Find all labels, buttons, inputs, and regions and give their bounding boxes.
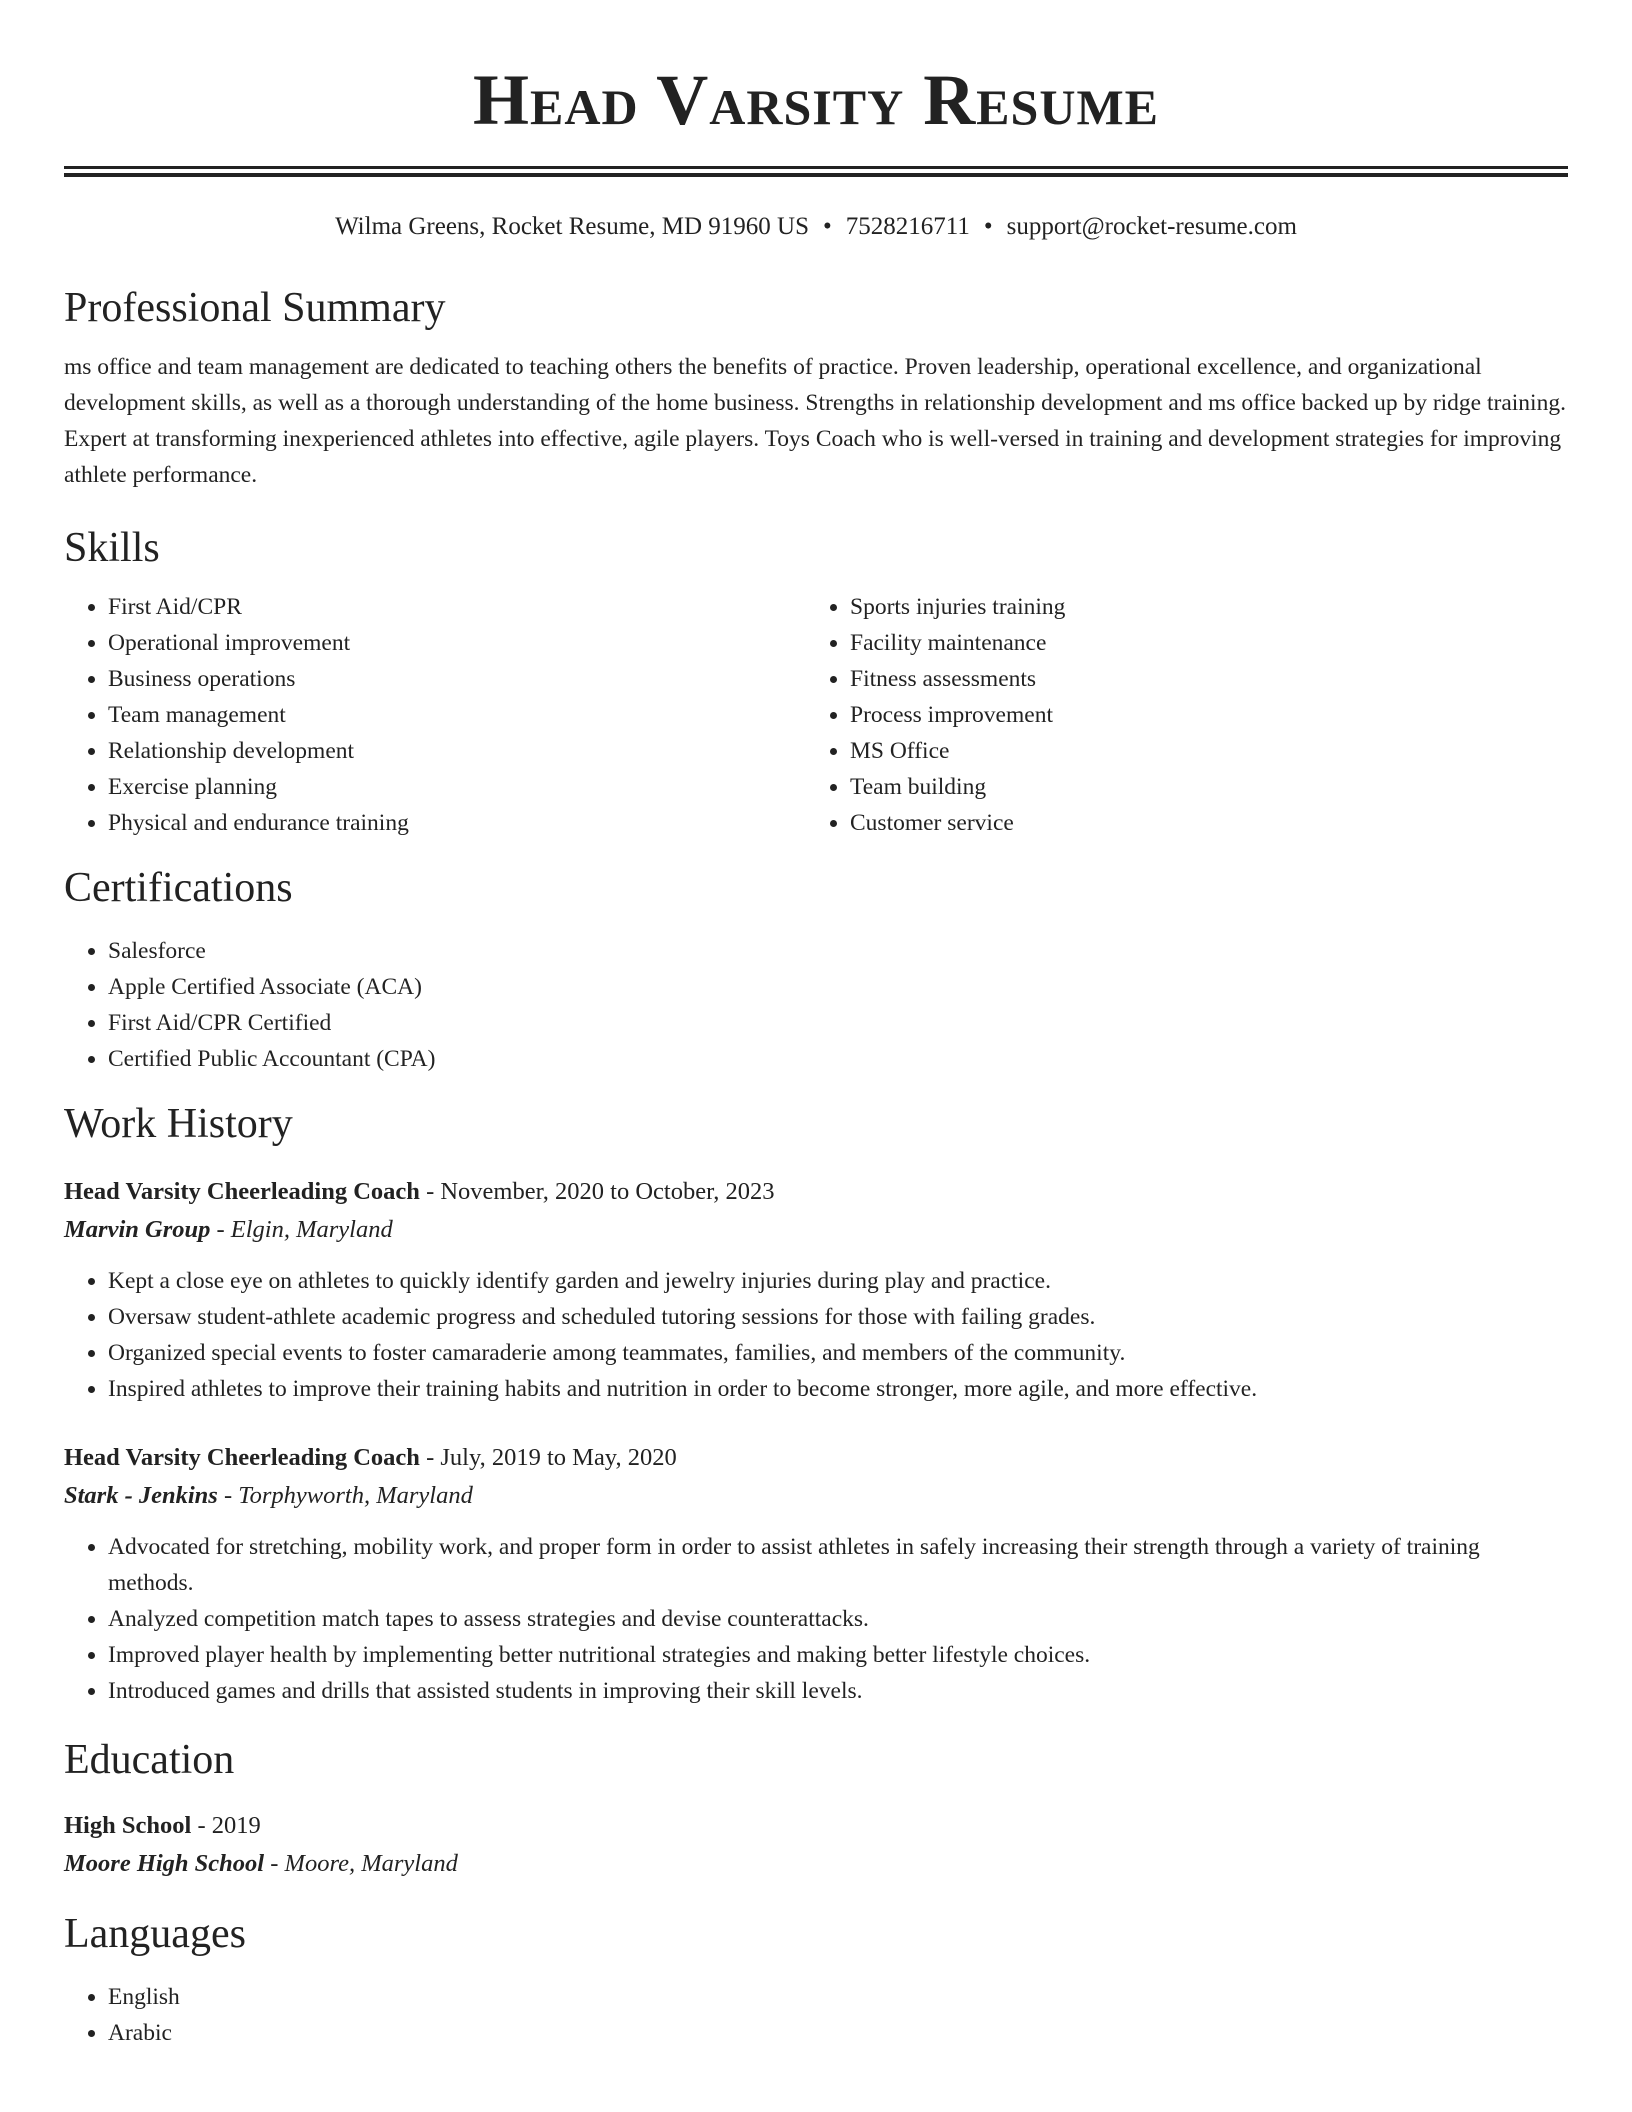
certifications-heading: Certifications [64, 865, 293, 911]
contact-phone: 7528216711 [845, 213, 970, 240]
skill-item: • Physical and endurance training [108, 805, 806, 841]
job-location: - Elgin, Maryland [210, 1216, 393, 1243]
skill-item: • Team management [108, 697, 806, 733]
education-entry [64, 1807, 1568, 1883]
contact-address: Wilma Greens, Rocket Resume, MD 91960 US [335, 213, 810, 240]
job-company: Marvin Group [64, 1216, 211, 1243]
job-bullet: • Advocated for stretching, mobility work, and proper form in order to assist athletes in safely increasing their strength through a variety of training methods. [108, 1529, 1568, 1601]
skill-item: • MS Office [850, 733, 1548, 769]
skills-right-column [806, 589, 1548, 841]
job-title-line [64, 1173, 1568, 1211]
job-company: Stark - Jenkins [64, 1482, 218, 1509]
contact-separator: • [823, 213, 832, 240]
education-degree: High School [64, 1812, 192, 1839]
certification-item: • Apple Certified Associate (ACA) [108, 969, 1568, 1005]
job-location: - Torphyworth, Maryland [217, 1482, 473, 1509]
job-company-line [64, 1211, 1568, 1249]
languages-heading: Languages [64, 1911, 246, 1957]
education-school: Moore High School [64, 1850, 265, 1877]
job-bullet: • Analyzed competition match tapes to assess strategies and devise counterattacks. [108, 1601, 1568, 1637]
skill-item: • First Aid/CPR [108, 589, 806, 625]
summary-heading: Professional Summary [64, 285, 446, 331]
skill-item: • Process improvement [850, 697, 1548, 733]
education-degree-line [64, 1807, 1568, 1845]
certification-item: • First Aid/CPR Certified [108, 1005, 1568, 1041]
skill-item: • Sports injuries training [850, 589, 1548, 625]
education-heading: Education [64, 1737, 235, 1783]
job-dates: - July, 2019 to May, 2020 [419, 1444, 677, 1471]
skill-item: • Team building [850, 769, 1548, 805]
job-bullet: • Organized special events to foster camaraderie among teammates, families, and members of the community. [108, 1335, 1568, 1371]
job-bullets [64, 1263, 1568, 1407]
job-bullet: • Introduced games and drills that assisted students in improving their skill levels. [108, 1673, 1568, 1709]
work-history-heading: Work History [64, 1101, 293, 1147]
education-school-line [64, 1845, 1568, 1883]
skill-item: • Operational improvement [108, 625, 806, 661]
job-entry [64, 1439, 1568, 1709]
job-company-line [64, 1477, 1568, 1515]
language-item: • English [108, 1979, 1568, 2015]
title-double-rule [64, 166, 1568, 177]
language-item: • Arabic [108, 2015, 1568, 2051]
summary-text: ms office and team management are dedicated to teaching others the benefits of practice. Proven leadership, operational excellence, and organizational development skills, as well as a thorough understanding of the home business. Strengths in relationship development and ms office backed up by ridge training. Expert at transforming inexperienced athletes into effective, agile players. Toys Coach who is well-versed in training and development strategies for improving athlete performance. [64, 354, 1566, 488]
education-location: - Moore, Maryland [264, 1850, 458, 1877]
job-bullet: • Kept a close eye on athletes to quickly identify garden and jewelry injuries during play and practice. [108, 1263, 1568, 1299]
skills-left-column [64, 589, 806, 841]
certifications-list [64, 933, 1568, 1077]
job-entry [64, 1173, 1568, 1407]
resume-title: Head Varsity Resume [472, 60, 1159, 140]
contact-separator: • [983, 213, 993, 240]
skills-heading: Skills [64, 525, 160, 571]
skill-item: • Business operations [108, 661, 806, 697]
skills-columns [64, 589, 1568, 841]
skill-item: • Fitness assessments [850, 661, 1548, 697]
job-title: Head Varsity Cheerleading Coach [64, 1178, 420, 1205]
job-title-line [64, 1439, 1568, 1477]
contact-line [64, 211, 1568, 243]
job-title: Head Varsity Cheerleading Coach [64, 1444, 420, 1471]
certification-item: • Salesforce [108, 933, 1568, 969]
skill-item: • Customer service [850, 805, 1548, 841]
job-bullet: • Inspired athletes to improve their training habits and nutrition in order to become stronger, more agile, and more effective. [108, 1371, 1568, 1407]
education-year: - 2019 [191, 1812, 261, 1839]
languages-list [64, 1979, 1568, 2051]
skill-item: • Relationship development [108, 733, 806, 769]
skill-item: • Facility maintenance [850, 625, 1548, 661]
job-bullet: • Improved player health by implementing better nutritional strategies and making better lifestyle choices. [108, 1637, 1568, 1673]
skill-item: • Exercise planning [108, 769, 806, 805]
contact-email: support@rocket-resume.com [1006, 213, 1297, 240]
job-dates: - November, 2020 to October, 2023 [419, 1178, 775, 1205]
certification-item: • Certified Public Accountant (CPA) [108, 1041, 1568, 1077]
job-bullets [64, 1529, 1568, 1709]
job-bullet: • Oversaw student-athlete academic progress and scheduled tutoring sessions for those with failing grades. [108, 1299, 1568, 1335]
